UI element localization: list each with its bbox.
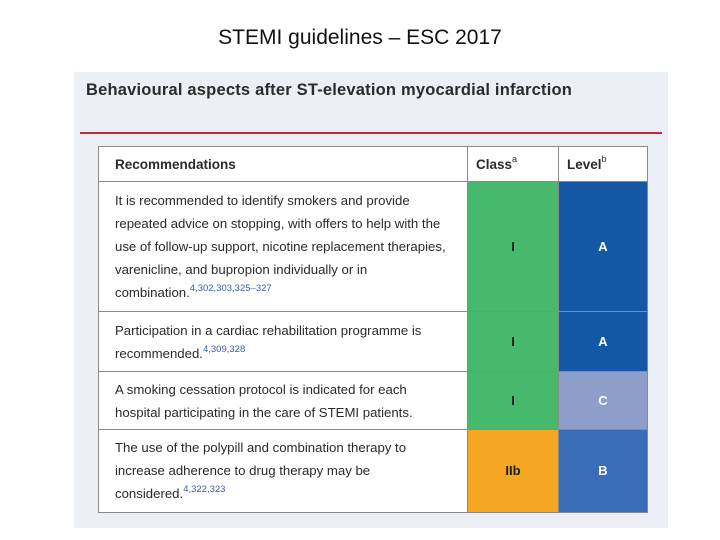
level-cell: B (559, 430, 648, 512)
class-cell: I (468, 372, 559, 430)
table-row (99, 372, 647, 430)
header-class: Class$^a$ (468, 147, 559, 182)
reference-citation: 4,309,328 (202, 343, 246, 355)
recommendation-text: It is recommended to identify smokers and provide repeated advice on stopping, with offers to help with the use of follow-up support, nicotine replacement therapies, varenicline, and bupropion individually or in combination.$^{4,302,303,325-327}$ (99, 182, 468, 312)
class-cell: I (468, 312, 559, 372)
reference-citation: 4,322,323 (183, 484, 226, 496)
header-recommendations: Recommendations (99, 147, 468, 182)
slide-title: STEMI guidelines – ESC 2017 (218, 26, 502, 49)
level-cell: A (559, 182, 648, 312)
table-row (99, 430, 647, 512)
class-cell: IIb (468, 430, 559, 512)
panel-heading: Behavioural aspects after ST-elevation myocardial infarction (86, 81, 573, 99)
level-cell: A (559, 312, 648, 372)
recommendation-text: Participation in a cardiac rehabilitation programme is recommended.$^{4,309,328}$ (99, 312, 468, 372)
recommendation-text: A smoking cessation protocol is indicated for each hospital participating in the care of STEMI patients. (99, 372, 468, 430)
header-level: Level$^b$ (559, 147, 648, 182)
table-row (99, 182, 647, 312)
recommendations-table (98, 146, 648, 513)
guideline-panel (74, 72, 668, 528)
table-row (99, 312, 647, 372)
reference-citation: 4,302,303,325–327 (189, 283, 272, 294)
recommendation-text: The use of the polypill and combination therapy to increase adherence to drug therapy may be considered.$^{4,322,323}$ (99, 430, 468, 512)
table-header-row (99, 147, 647, 182)
class-cell: I (468, 182, 559, 312)
level-cell: C (559, 372, 648, 430)
heading-divider (80, 132, 662, 134)
